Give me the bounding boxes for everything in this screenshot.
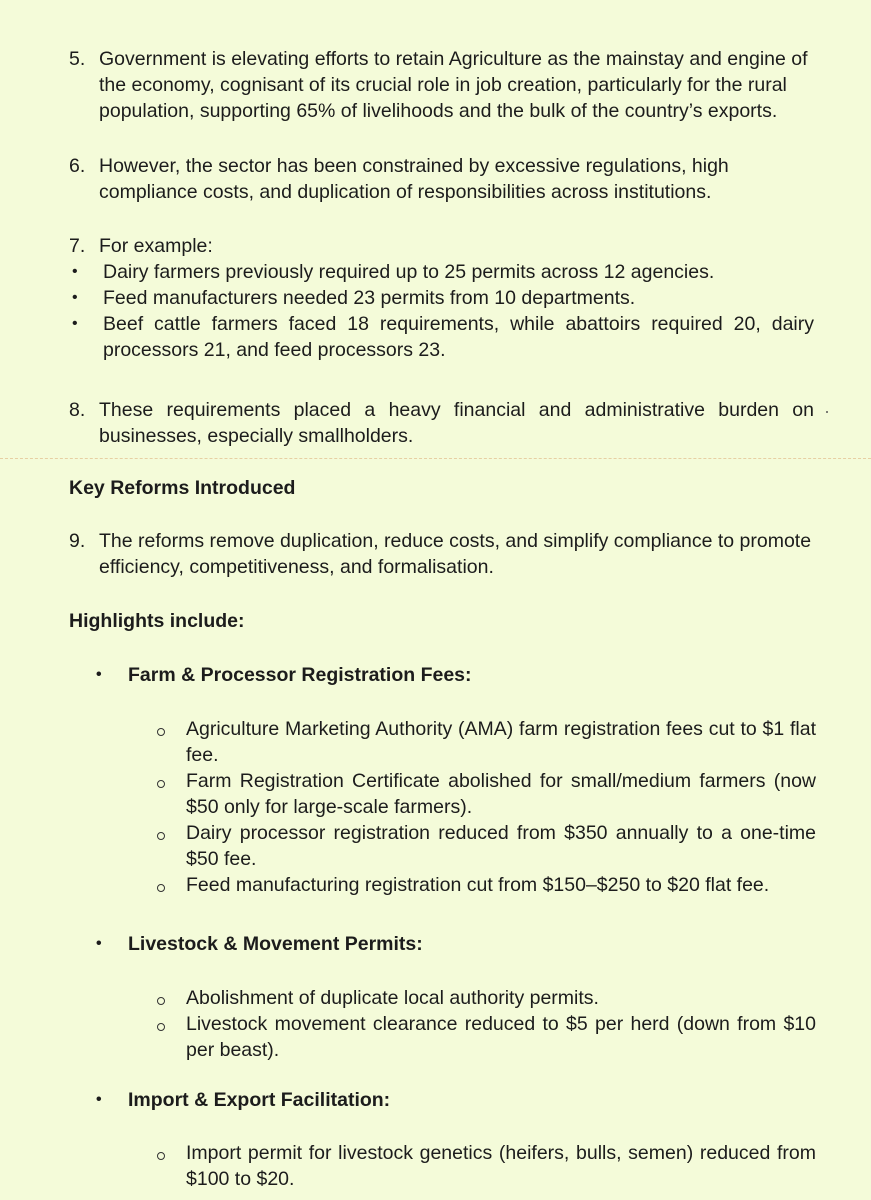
paragraph-number: 9. — [69, 530, 86, 552]
paragraph-text: These requirements placed a heavy financial and administrative burden on businesses, especially smallholders. — [99, 399, 814, 447]
circle-bullet-icon — [157, 832, 165, 840]
paragraph-6 — [69, 153, 814, 205]
list-item: Feed manufacturing registration cut from $150–$250 to $20 flat fee. — [156, 872, 816, 898]
highlight-group-title: • Import & Export Facilitation: — [96, 1089, 391, 1111]
list-item: Dairy processor registration reduced from $350 annually to a one-time $50 fee. — [156, 820, 816, 872]
highlights-heading: Highlights include: — [69, 610, 245, 632]
paragraph-7 — [69, 233, 814, 363]
example-bullet-list — [69, 259, 814, 363]
circle-bullet-icon — [157, 780, 165, 788]
page-fold-line — [0, 458, 871, 459]
list-item: • Feed manufacturers needed 23 permits from 10 departments. — [72, 287, 636, 309]
bullet-icon: • — [96, 1091, 102, 1108]
list-item: • Beef cattle farmers faced 18 requirements, while abattoirs required 20, dairy processors 21, and feed processors 23. — [72, 313, 814, 361]
list-item: Farm Registration Certificate abolished for small/medium farmers (now $50 only for large-scale farmers). — [156, 768, 816, 820]
paragraph-text: The reforms remove duplication, reduce costs, and simplify compliance to promote efficiency, competitiveness, and formalisation. — [99, 530, 812, 578]
bullet-icon: • — [96, 666, 102, 683]
paragraph-text: Government is elevating efforts to retain Agriculture as the mainstay and engine of the economy, cognisant of its crucial role in job creation, particularly for the rural population, supporting 65% of livelihoods and the bulk of the country’s exports. — [99, 48, 808, 122]
bullet-icon: • — [72, 263, 78, 280]
highlight-items-registration — [156, 716, 816, 898]
bullet-icon: • — [96, 935, 102, 952]
paragraph-number: 7. — [69, 235, 86, 257]
highlight-items-livestock — [156, 985, 816, 1063]
circle-bullet-icon — [157, 1152, 165, 1160]
paragraph-number: 6. — [69, 155, 86, 177]
highlight-group-title: • Farm & Processor Registration Fees: — [96, 664, 472, 686]
paragraph-text: For example: — [99, 235, 213, 257]
circle-bullet-icon — [157, 997, 165, 1005]
paragraph-number: 8. — [69, 399, 86, 421]
highlight-group-title: • Livestock & Movement Permits: — [96, 933, 423, 955]
paragraph-number: 5. — [69, 48, 86, 70]
paragraph-text: However, the sector has been constrained by excessive regulations, high compliance costs, and duplication of responsibilities across institutions. — [99, 155, 729, 203]
circle-bullet-icon — [157, 1023, 165, 1031]
list-item: Agriculture Marketing Authority (AMA) farm registration fees cut to $1 flat fee. — [156, 716, 816, 768]
paragraph-8 — [69, 397, 814, 449]
circle-bullet-icon — [157, 728, 165, 736]
list-item: Import permit for livestock genetics (heifers, bulls, semen) reduced from $100 to $20. — [156, 1140, 816, 1192]
scan-speck — [826, 411, 828, 413]
bullet-icon: • — [72, 289, 78, 306]
paragraph-5 — [69, 46, 814, 124]
list-item: Livestock movement clearance reduced to $5 per herd (down from $10 per beast). — [156, 1011, 816, 1063]
section-heading-key-reforms: Key Reforms Introduced — [69, 477, 296, 499]
paragraph-9 — [69, 528, 814, 580]
highlight-items-import-export — [156, 1140, 816, 1192]
list-item: Abolishment of duplicate local authority permits. — [156, 985, 816, 1011]
circle-bullet-icon — [157, 884, 165, 892]
list-item: • Dairy farmers previously required up to 25 permits across 12 agencies. — [72, 261, 715, 283]
bullet-icon: • — [72, 315, 78, 332]
